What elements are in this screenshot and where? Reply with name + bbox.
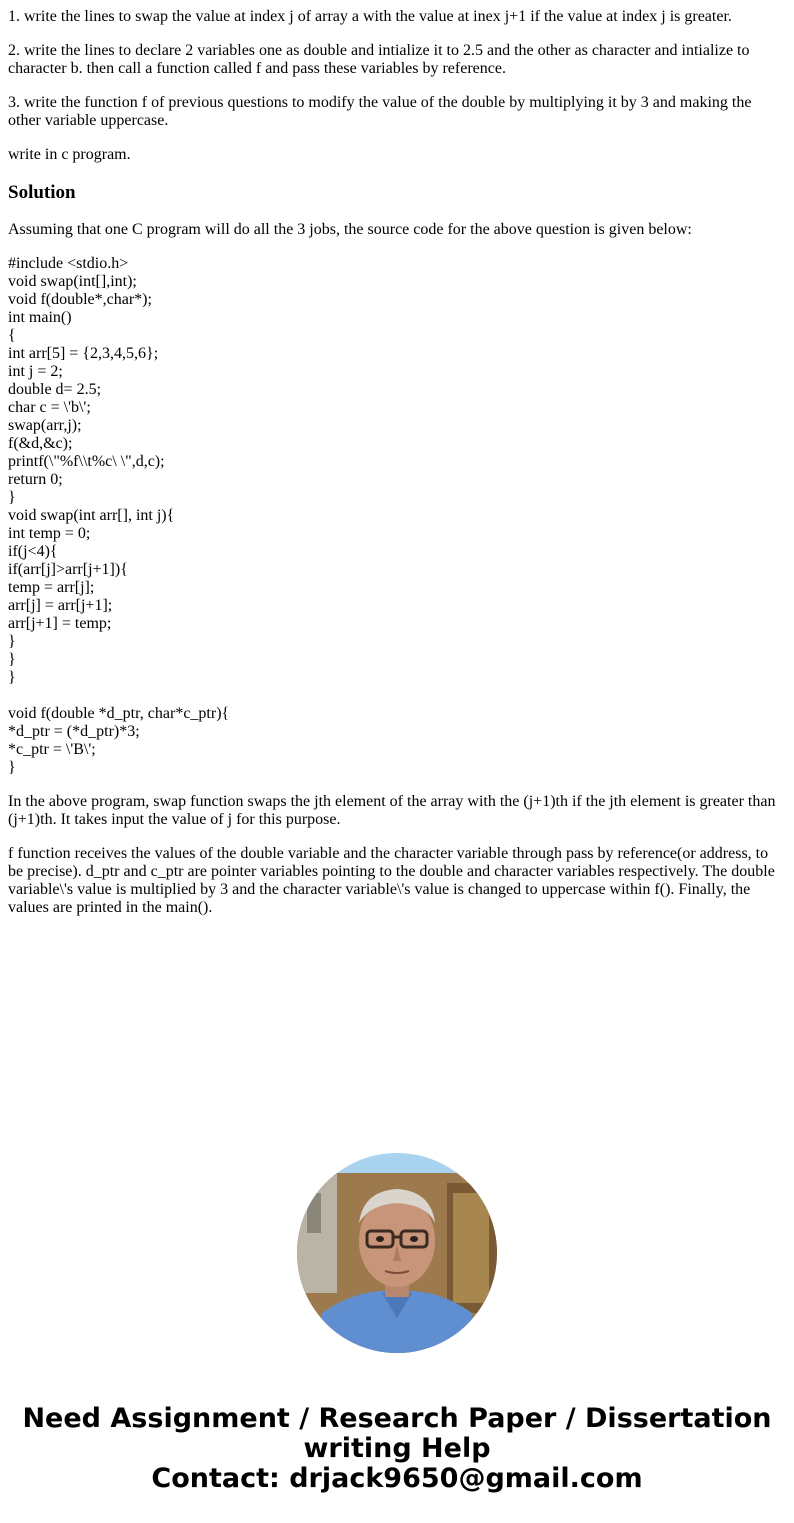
- code-line: int arr[5] = {2,3,4,5,6};: [8, 345, 159, 362]
- code-line: int temp = 0;: [8, 525, 91, 542]
- code-line: void swap(int arr[], int j){: [8, 507, 175, 524]
- code-line: if(arr[j]>arr[j+1]){: [8, 561, 128, 578]
- code-line: *c_ptr = \'B\';: [8, 741, 96, 758]
- code-block: [8, 255, 786, 777]
- code-line: #include <stdio.h>: [8, 255, 129, 272]
- code-line: printf(\"%f\\t%c\ \",d,c);: [8, 453, 165, 470]
- question-1: 1. write the lines to swap the value at index j of array a with the value at inex j+1 if the value at index j is greater.: [8, 8, 732, 25]
- explanation-f: f function receives the values of the double variable and the character variable through pass by reference(or address, to be precise). d_ptr and c_ptr are pointer variables pointing to the double and character variables respectively. The double variable\'s value is multiplied by 3 and the character variable\'s value is changed to uppercase within f(). Finally, the values are printed in the main().: [8, 845, 775, 916]
- code-line: char c = \'b\';: [8, 399, 91, 416]
- code-line: void f(double*,char*);: [8, 291, 152, 308]
- code-line: }: [8, 633, 16, 650]
- question-3: 3. write the function f of previous questions to modify the value of the double by multiplying it by 3 and making the other variable uppercase.: [8, 94, 752, 129]
- code-line: f(&d,&c);: [8, 435, 73, 452]
- footer-line-1: Need Assignment / Research Paper / Dissertation: [22, 1403, 772, 1434]
- footer-contact: Contact: drjack9650@gmail.com: [151, 1463, 643, 1494]
- solution-intro: Assuming that one C program will do all the 3 jobs, the source code for the above question is given below:: [8, 221, 692, 238]
- code-line: }: [8, 669, 16, 686]
- footer-banner: [0, 1404, 794, 1494]
- code-line: arr[j+1] = temp;: [8, 615, 112, 632]
- document-body: [8, 8, 786, 933]
- footer-line-2: writing Help: [303, 1433, 491, 1464]
- code-line: {: [8, 327, 16, 344]
- code-line: [8, 687, 786, 705]
- code-line: return 0;: [8, 471, 63, 488]
- code-line: }: [8, 489, 16, 506]
- code-line: swap(arr,j);: [8, 417, 82, 434]
- explanation-swap: In the above program, swap function swaps the jth element of the array with the (j+1)th if the jth element is greater than (j+1)th. It takes input the value of j for this purpose.: [8, 793, 776, 828]
- code-line: }: [8, 759, 16, 776]
- code-line: temp = arr[j];: [8, 579, 95, 596]
- solution-heading: Solution: [8, 182, 76, 203]
- code-line: int j = 2;: [8, 363, 63, 380]
- avatar-photo: [297, 1153, 497, 1353]
- code-line: *d_ptr = (*d_ptr)*3;: [8, 723, 140, 740]
- code-line: arr[j] = arr[j+1];: [8, 597, 113, 614]
- code-line: if(j<4){: [8, 543, 58, 560]
- code-line: }: [8, 651, 16, 668]
- code-line: double d= 2.5;: [8, 381, 102, 398]
- code-line: void swap(int[],int);: [8, 273, 137, 290]
- code-line: int main(): [8, 309, 72, 326]
- question-2: 2. write the lines to declare 2 variables one as double and intialize it to 2.5 and the other as character and intialize to character b. then call a function called f and pass these variables by reference.: [8, 42, 750, 77]
- author-avatar: [297, 1153, 497, 1353]
- question-note: write in c program.: [8, 146, 131, 163]
- code-line: void f(double *d_ptr, char*c_ptr){: [8, 705, 230, 722]
